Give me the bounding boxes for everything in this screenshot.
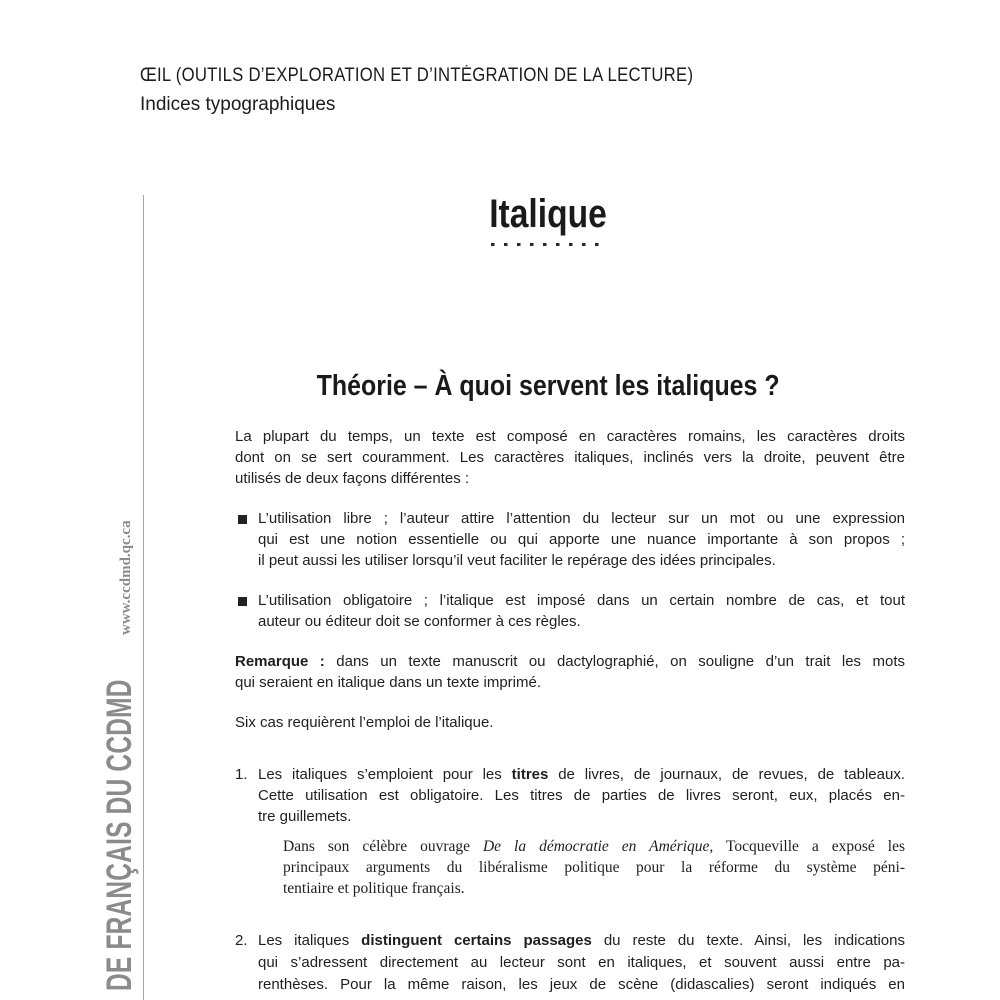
page-title: Italique: [489, 192, 607, 236]
bullet-square-icon: [238, 515, 247, 524]
margin-rule: [143, 195, 144, 1000]
text-segment: de livres, de journaux, de revues, de tableaux.: [548, 766, 906, 783]
publisher-vertical-text: DE FRANÇAIS DU CCDMD: [100, 679, 140, 991]
remark-label: Remarque :: [235, 653, 325, 670]
case-item: [258, 930, 905, 996]
section-heading: Théorie – À quoi servent les italiques ?: [316, 370, 780, 402]
bullet-item: [258, 508, 905, 571]
intro-paragraph: [235, 426, 905, 489]
text-line: tre guillemets.: [258, 808, 352, 825]
text-segment: Les italiques: [258, 932, 362, 949]
text-line: auteur ou éditeur doit se conformer à ces règles.: [258, 613, 581, 630]
text-line: [235, 651, 905, 672]
case-number: 1.: [235, 766, 248, 783]
text-line: [258, 930, 905, 952]
text-line: qui est une notion essentielle ou qui apporte une nuance importante à son propos ;: [258, 531, 905, 548]
text-segment: , Tocqueville a exposé les: [709, 838, 906, 855]
remark-paragraph: [235, 651, 905, 693]
text-line: renthèses. Pour la même raison, les jeux de scène (didascalies) seront indiqués en: [258, 976, 905, 993]
text-line: Cette utilisation est obligatoire. Les titres de parties de livres seront, eux, placés en-: [258, 787, 905, 804]
text-line: [258, 764, 905, 785]
text-line: L’utilisation libre ; l’auteur attire l’attention du lecteur sur un mot ou une expression: [258, 510, 905, 527]
example-quote: [283, 836, 905, 899]
text-segment: Les italiques s’emploient pour les: [258, 766, 512, 783]
text-line: il peut aussi les utiliser lorsqu’il veut faciliter le repérage des idées principales.: [258, 552, 776, 569]
text-line: La plupart du temps, un texte est composé en caractères romains, les caractères droits: [235, 428, 905, 445]
text-line: L’utilisation obligatoire ; l’italique est imposé dans un certain nombre de cas, et tout: [258, 592, 905, 609]
six-cases-paragraph: [235, 712, 905, 733]
text-line: utilisés de deux façons différentes :: [235, 470, 470, 487]
text-line: qui seraient en italique dans un texte imprimé.: [235, 674, 542, 691]
title-dotted-rule: [491, 243, 605, 246]
text-segment: Dans son célèbre ouvrage: [283, 838, 483, 855]
text-line: qui s’adressent directement au lecteur sont en italiques, et souvent aussi entre pa-: [258, 954, 905, 971]
text-line: Six cas requièrent l’emploi de l’italique.: [235, 714, 494, 731]
bullet-square-icon: [238, 597, 247, 606]
bold-term: titres: [511, 766, 549, 783]
document-header: [140, 64, 769, 88]
remark-text: dans un texte manuscrit ou dactylographié, on souligne d’un trait les mots: [324, 653, 905, 670]
italic-title: De la démocratie en Amérique: [482, 838, 710, 855]
page-title-box: [298, 190, 798, 238]
bullet-item: [258, 590, 905, 632]
text-line: dont on se sert couramment. Les caractères italiques, inclinés vers la droite, peuvent être: [235, 449, 905, 466]
document-subtitle: Indices typographiques: [140, 94, 336, 115]
bold-term: distinguent certains passages: [361, 932, 592, 949]
text-line: [283, 836, 905, 857]
section-heading-box: [248, 368, 848, 404]
case-item: [258, 764, 905, 827]
publisher-website: www.ccdmd.qc.ca: [118, 520, 134, 636]
series-title: ŒIL (OUTILS D’EXPLORATION ET D’INTÉGRATION DE LA LECTURE): [140, 65, 694, 86]
text-segment: du reste du texte. Ainsi, les indications: [591, 932, 905, 949]
text-line: principaux arguments du libéralisme politique pour la réforme du système péni-: [283, 859, 905, 876]
case-number: 2.: [235, 932, 248, 949]
text-line: tentiaire et politique français.: [283, 880, 465, 897]
